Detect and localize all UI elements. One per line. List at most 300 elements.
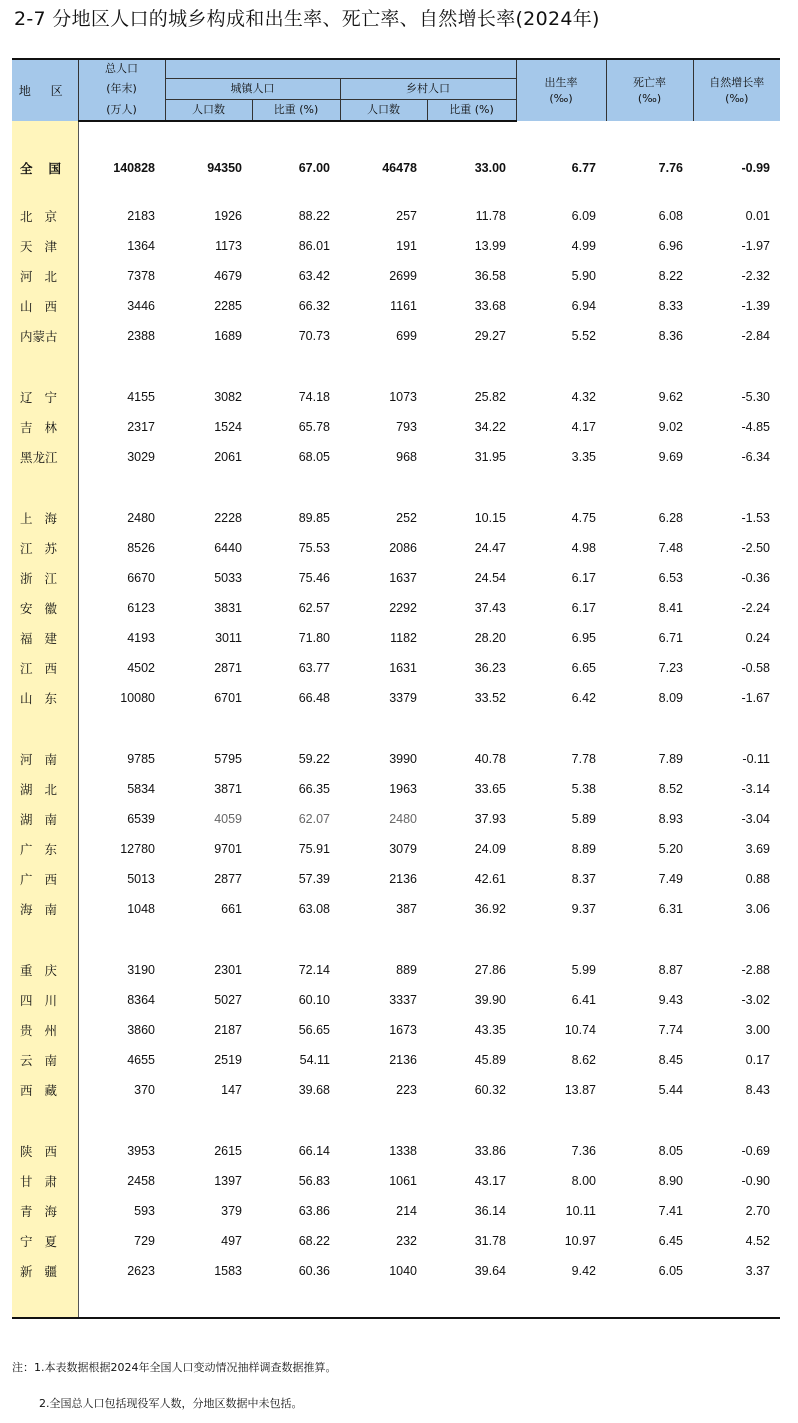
total-population-cell: 8526 [127,541,155,555]
total-population-cell: 6539 [127,812,155,826]
rural-population-cell: 1061 [389,1174,417,1188]
natural-growth-rate-cell: -2.84 [741,329,770,343]
urban-population-cell: 497 [221,1234,242,1248]
rural-ratio-cell: 25.82 [474,390,506,404]
death-rate-cell: 6.96 [658,239,683,253]
urban-population-cell: 1173 [215,239,242,253]
region-cell: 广西 [12,864,78,894]
header-birth-label: 出生率 [544,75,578,89]
rural-population-cell: 1963 [389,782,417,796]
natural-growth-rate-cell: -0.36 [741,571,770,585]
rural-population-cell: 1161 [390,299,417,313]
spacer-cell [516,121,606,135]
spacer-cell [516,713,606,744]
natural-growth-rate-cell: -1.53 [741,511,770,525]
region-cell: 北京 [12,201,78,231]
header-death-label: 死亡率 [633,75,666,89]
spacer-cell [427,713,516,744]
table-row [12,864,780,894]
urban-population-cell: 5027 [214,993,242,1007]
urban-ratio-cell: 86.01 [298,239,330,253]
death-rate-cell: 6.45 [658,1234,683,1248]
death-rate-cell: 9.43 [658,993,683,1007]
region-cell: 宁夏 [12,1226,78,1256]
rural-ratio-cell: 36.58 [474,269,506,283]
birth-rate-cell: 5.38 [571,782,596,796]
natural-growth-rate-cell: -1.97 [741,239,770,253]
spacer-cell [606,713,693,744]
total-population-cell: 4155 [127,390,155,404]
rural-population-cell: 1182 [390,631,417,645]
total-population-cell: 5834 [127,782,155,796]
spacer-cell [165,713,252,744]
total-population-cell: 8364 [127,993,155,1007]
spacer-row [12,121,780,135]
rural-ratio-cell: 33.65 [474,782,506,796]
header-group-spacer [165,59,516,79]
rural-population-cell: 223 [396,1083,417,1097]
spacer-cell [693,121,780,135]
header-region: 地 区 [12,59,78,121]
urban-ratio-cell: 62.07 [298,812,330,826]
total-population-cell: 1364 [127,239,155,253]
urban-population-cell: 2285 [214,299,242,313]
header-urban-population: 城镇人口 [165,79,340,100]
spacer-cell [606,121,693,135]
birth-rate-cell: 6.94 [571,299,596,313]
rural-ratio-cell: 13.99 [474,239,506,253]
header-death-rate [606,59,693,121]
urban-population-cell: 94350 [207,161,242,175]
rural-population-cell: 1631 [389,661,417,675]
rural-ratio-cell: 39.90 [474,993,506,1007]
table-row [12,623,780,653]
death-rate-cell: 8.45 [658,1053,683,1067]
spacer-cell [78,121,165,135]
natural-growth-rate-cell: -6.34 [741,450,770,464]
urban-population-cell: 5795 [214,752,242,766]
birth-rate-cell: 4.32 [571,390,596,404]
rural-population-cell: 257 [396,209,417,223]
rural-population-cell: 968 [396,450,417,464]
rural-population-cell: 2292 [389,601,417,615]
total-population-cell: 729 [134,1234,155,1248]
natural-growth-rate-cell: -0.90 [741,1174,770,1188]
birth-rate-cell: 6.17 [571,571,596,585]
spacer-cell [427,121,516,135]
region-cell: 天津 [12,231,78,261]
birth-rate-cell: 9.42 [571,1264,596,1278]
header-urban-ratio: 比重 (%) [252,100,340,122]
table-row [12,1015,780,1045]
urban-population-cell: 2877 [214,872,242,886]
rural-ratio-cell: 11.78 [475,209,506,223]
spacer-row [12,1286,780,1318]
natural-growth-rate-cell: 4.52 [745,1234,770,1248]
rural-population-cell: 2136 [389,1053,417,1067]
rural-population-cell: 2699 [389,269,417,283]
rural-ratio-cell: 31.95 [474,450,506,464]
table-row [12,1226,780,1256]
spacer-cell [340,121,427,135]
region-cell: 山东 [12,683,78,713]
spacer-cell [606,924,693,955]
death-rate-cell: 8.36 [658,329,683,343]
rural-ratio-cell: 42.61 [474,872,506,886]
death-rate-cell: 7.74 [658,1023,683,1037]
birth-rate-cell: 10.74 [564,1023,596,1037]
natural-growth-rate-cell: -2.88 [741,963,770,977]
natural-growth-rate-cell: -2.24 [741,601,770,615]
population-table-container [12,58,780,1319]
urban-population-cell: 2228 [214,511,242,525]
table-row [12,653,780,683]
total-population-cell: 370 [134,1083,155,1097]
rural-ratio-cell: 36.23 [474,661,506,675]
birth-rate-cell: 5.89 [571,812,596,826]
birth-rate-cell: 4.17 [571,420,596,434]
birth-rate-cell: 6.77 [571,161,596,175]
death-rate-cell: 8.09 [658,691,683,705]
birth-rate-cell: 7.78 [571,752,596,766]
header-birth-unit: (‰) [549,91,573,105]
rural-ratio-cell: 39.64 [474,1264,506,1278]
spacer-cell [165,924,252,955]
urban-ratio-cell: 89.85 [298,511,330,525]
rural-ratio-cell: 31.78 [474,1234,506,1248]
spacer-cell [340,1105,427,1136]
region-cell: 四川 [12,985,78,1015]
spacer-cell [340,1286,427,1318]
spacer-cell [12,924,78,955]
spacer-cell [252,713,340,744]
spacer-row [12,1105,780,1136]
urban-ratio-cell: 63.77 [298,661,330,675]
rural-ratio-cell: 24.09 [474,842,506,856]
natural-growth-rate-cell: -0.99 [741,161,770,175]
region-cell: 上海 [12,503,78,533]
death-rate-cell: 6.53 [658,571,683,585]
urban-population-cell: 379 [221,1204,242,1218]
rural-ratio-cell: 24.47 [474,541,506,555]
birth-rate-cell: 5.52 [571,329,596,343]
rural-population-cell: 1073 [389,390,417,404]
death-rate-cell: 5.44 [658,1083,683,1097]
region-cell: 山西 [12,291,78,321]
total-population-cell: 4655 [127,1053,155,1067]
rural-ratio-cell: 60.32 [474,1083,506,1097]
table-row [12,1196,780,1226]
urban-population-cell: 3011 [215,631,242,645]
region-cell: 江苏 [12,533,78,563]
region-cell: 辽宁 [12,382,78,412]
urban-population-cell: 2061 [214,450,242,464]
spacer-cell [165,351,252,382]
urban-ratio-cell: 75.53 [298,541,330,555]
header-urban-count: 人口数 [165,100,252,122]
table-row [12,744,780,774]
rural-ratio-cell: 10.15 [474,511,506,525]
urban-population-cell: 1397 [214,1174,242,1188]
rural-population-cell: 2480 [389,812,417,826]
urban-population-cell: 2187 [214,1023,242,1037]
urban-ratio-cell: 63.08 [298,902,330,916]
spacer-cell [427,472,516,503]
spacer-cell [12,1105,78,1136]
urban-ratio-cell: 63.86 [298,1204,330,1218]
death-rate-cell: 7.76 [658,161,683,175]
table-row [12,593,780,623]
birth-rate-cell: 6.65 [571,661,596,675]
rural-population-cell: 387 [396,902,417,916]
spacer-cell [78,1286,165,1318]
death-rate-cell: 7.89 [658,752,683,766]
header-total-line1: 总人口 [78,59,165,79]
urban-ratio-cell: 74.18 [298,390,330,404]
total-population-cell: 2317 [127,420,155,434]
rural-ratio-cell: 45.89 [474,1053,506,1067]
birth-rate-cell: 8.00 [571,1174,596,1188]
header-rural-ratio: 比重 (%) [427,100,516,122]
rural-ratio-cell: 28.20 [474,631,506,645]
urban-ratio-cell: 75.46 [298,571,330,585]
birth-rate-cell: 8.62 [571,1053,596,1067]
total-population-cell: 1048 [127,902,155,916]
birth-rate-cell: 7.36 [571,1144,596,1158]
footnote-1: 注：1.本表数据根据2024年全国人口变动情况抽样调查数据推算。 [12,1361,337,1374]
birth-rate-cell: 9.37 [571,902,596,916]
header-total-line3: (万人) [78,100,165,122]
header-natural-label: 自然增长率 [709,75,765,89]
spacer-cell [427,351,516,382]
urban-ratio-cell: 54.11 [299,1053,330,1067]
table-row [12,533,780,563]
urban-ratio-cell: 68.22 [298,1234,330,1248]
birth-rate-cell: 6.17 [571,601,596,615]
urban-population-cell: 2519 [214,1053,242,1067]
table-body [12,121,780,1318]
spacer-cell [516,472,606,503]
death-rate-cell: 8.05 [658,1144,683,1158]
death-rate-cell: 8.90 [658,1174,683,1188]
region-cell: 河南 [12,744,78,774]
population-table [12,58,780,1319]
rural-population-cell: 793 [396,420,417,434]
table-row [12,683,780,713]
rural-population-cell: 3379 [389,691,417,705]
rural-population-cell: 232 [396,1234,417,1248]
table-row [12,804,780,834]
death-rate-cell: 7.49 [658,872,683,886]
spacer-row [12,472,780,503]
region-cell: 内蒙古 [12,321,78,351]
natural-growth-rate-cell: -2.32 [741,269,770,283]
region-cell: 西藏 [12,1075,78,1105]
region-cell: 湖北 [12,774,78,804]
rural-population-cell: 191 [396,239,417,253]
urban-ratio-cell: 56.83 [298,1174,330,1188]
spacer-cell [693,713,780,744]
rural-population-cell: 699 [396,329,417,343]
region-cell: 福建 [12,623,78,653]
natural-growth-rate-cell: -3.04 [741,812,770,826]
spacer-row [12,351,780,382]
table-row [12,834,780,864]
urban-population-cell: 1689 [214,329,242,343]
birth-rate-cell: 6.09 [571,209,596,223]
total-population-cell: 12780 [120,842,155,856]
total-population-cell: 2183 [127,209,155,223]
birth-rate-cell: 8.37 [571,872,596,886]
birth-rate-cell: 4.98 [571,541,596,555]
birth-rate-cell: 4.99 [571,239,596,253]
natural-growth-rate-cell: -3.02 [741,993,770,1007]
spacer-cell [516,1105,606,1136]
page-title: 2-7 分地区人口的城乡构成和出生率、死亡率、自然增长率(2024年) [14,8,600,30]
rural-population-cell: 1338 [389,1144,417,1158]
rural-population-cell: 1673 [389,1023,417,1037]
natural-growth-rate-cell: 0.17 [745,1053,770,1067]
spacer-cell [427,924,516,955]
death-rate-cell: 7.41 [658,1204,683,1218]
urban-population-cell: 6440 [214,541,242,555]
table-row [12,231,780,261]
urban-ratio-cell: 67.00 [298,161,330,175]
spacer-cell [252,121,340,135]
natural-growth-rate-cell: 3.00 [745,1023,770,1037]
birth-rate-cell: 5.90 [571,269,596,283]
urban-population-cell: 1524 [214,420,242,434]
urban-ratio-cell: 75.91 [298,842,330,856]
rural-ratio-cell: 43.17 [474,1174,506,1188]
spacer-cell [12,472,78,503]
natural-growth-rate-cell: -4.85 [741,420,770,434]
header-death-unit: (‰) [637,91,662,105]
urban-ratio-cell: 62.57 [298,601,330,615]
natural-growth-rate-cell: -1.67 [741,691,770,705]
urban-population-cell: 147 [221,1083,242,1097]
urban-population-cell: 2871 [214,661,242,675]
header-rural-population: 乡村人口 [340,79,516,100]
total-population-cell: 2623 [127,1264,155,1278]
death-rate-cell: 6.31 [658,902,683,916]
rural-population-cell: 1040 [389,1264,417,1278]
region-cell: 吉林 [12,412,78,442]
spacer-cell [606,351,693,382]
birth-rate-cell: 8.89 [571,842,596,856]
rural-population-cell: 214 [396,1204,417,1218]
region-cell: 全国 [12,135,78,201]
urban-population-cell: 9701 [214,842,242,856]
death-rate-cell: 9.69 [658,450,683,464]
birth-rate-cell: 13.87 [564,1083,596,1097]
table-row [12,503,780,533]
rural-population-cell: 3990 [389,752,417,766]
urban-ratio-cell: 65.78 [298,420,330,434]
rural-population-cell: 252 [396,511,417,525]
total-population-cell: 3953 [127,1144,155,1158]
death-rate-cell: 7.23 [658,661,683,675]
spacer-cell [252,1286,340,1318]
spacer-cell [78,351,165,382]
urban-ratio-cell: 66.14 [298,1144,330,1158]
region-cell: 云南 [12,1045,78,1075]
rural-population-cell: 3337 [389,993,417,1007]
natural-growth-rate-cell: -0.11 [742,752,770,766]
urban-population-cell: 3831 [214,601,242,615]
rural-population-cell: 46478 [382,161,417,175]
table-row [12,442,780,472]
region-cell: 湖南 [12,804,78,834]
spacer-row [12,713,780,744]
natural-growth-rate-cell: -2.50 [741,541,770,555]
natural-growth-rate-cell: -1.39 [741,299,770,313]
urban-population-cell: 3871 [214,782,242,796]
urban-ratio-cell: 70.73 [298,329,330,343]
national-total-row [12,135,780,201]
natural-growth-rate-cell: -3.14 [741,782,770,796]
spacer-cell [427,1286,516,1318]
spacer-cell [252,924,340,955]
region-cell: 海南 [12,894,78,924]
spacer-cell [12,351,78,382]
urban-ratio-cell: 66.32 [298,299,330,313]
spacer-cell [516,924,606,955]
urban-ratio-cell: 71.80 [298,631,330,645]
urban-ratio-cell: 63.42 [298,269,330,283]
spacer-cell [340,351,427,382]
spacer-cell [606,472,693,503]
birth-rate-cell: 4.75 [571,511,596,525]
natural-growth-rate-cell: 0.24 [745,631,770,645]
spacer-cell [693,351,780,382]
header-birth-rate [516,59,606,121]
rural-population-cell: 2136 [389,872,417,886]
death-rate-cell: 6.08 [658,209,683,223]
table-row [12,321,780,351]
total-population-cell: 6123 [127,601,155,615]
region-cell: 陕西 [12,1136,78,1166]
rural-population-cell: 1637 [389,571,417,585]
table-row [12,1136,780,1166]
table-row [12,563,780,593]
spacer-cell [12,1286,78,1318]
region-cell: 广东 [12,834,78,864]
rural-ratio-cell: 37.43 [474,601,506,615]
region-cell: 浙江 [12,563,78,593]
rural-population-cell: 889 [396,963,417,977]
urban-population-cell: 3082 [214,390,242,404]
spacer-cell [78,472,165,503]
total-population-cell: 2388 [127,329,155,343]
table-row [12,382,780,412]
total-population-cell: 7378 [127,269,155,283]
urban-ratio-cell: 66.48 [298,691,330,705]
total-population-cell: 5013 [127,872,155,886]
natural-growth-rate-cell: 8.43 [745,1083,770,1097]
death-rate-cell: 8.87 [658,963,683,977]
death-rate-cell: 8.22 [658,269,683,283]
table-row [12,955,780,985]
natural-growth-rate-cell: 2.70 [745,1204,770,1218]
urban-population-cell: 6701 [214,691,242,705]
natural-growth-rate-cell: -5.30 [741,390,770,404]
spacer-cell [606,1286,693,1318]
spacer-cell [78,713,165,744]
total-population-cell: 2480 [127,511,155,525]
urban-ratio-cell: 60.36 [298,1264,330,1278]
region-cell: 贵州 [12,1015,78,1045]
